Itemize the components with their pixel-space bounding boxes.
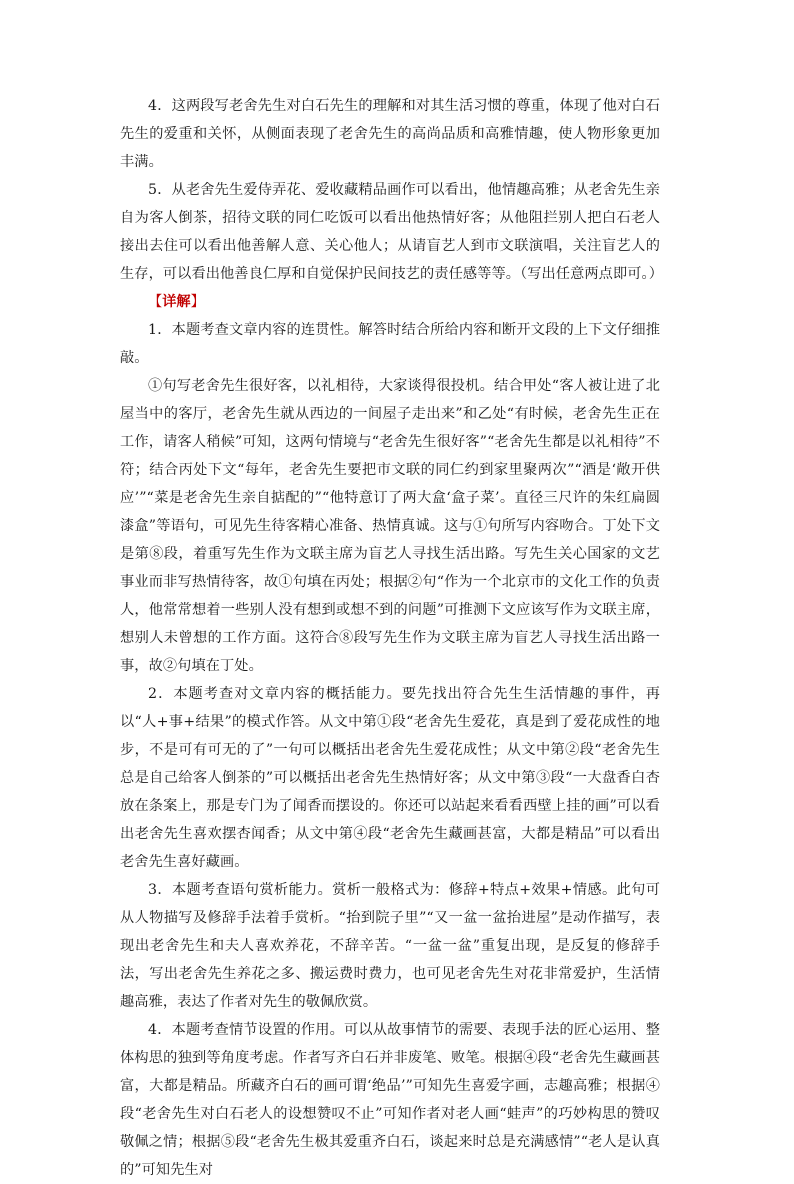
section-heading [120,288,660,316]
explanation-1: 1．本题考查文章内容的连贯性。解答时结合所给内容和断开文段的上下文仔细推敲。 [120,322,660,366]
heading-bracket-close: 】 [190,294,205,310]
answer-5: 5．从老舍先生爱侍弄花、爱收藏精品画作可以看出，他情趣高雅；从老舍先生亲自为客人倒茶，招待文联的同仁吃饭可以看出他热情好客；从他阻拦别人把白石老人接出去住可以看出他善解人意、关心他人；从请盲艺人到市文联演唱，关注盲艺人的生存，可以看出他善良仁厚和自觉保护民间技艺的责任感等等。（写出任意两点即可。） [120,182,664,282]
explanation-3: 3．本题考查语句赏析能力。赏析一般格式为：修辞+特点+效果+情感。此句可从人物描写及修辞手法着手赏析。“抬到院子里”“又一盆一盆抬进屋”是动作描写，表现出老舍先生和夫人喜欢养花，不辞辛苦。“一盆一盆”重复出现，是反复的修辞手法，写出老舍先生养花之多、搬运费时费力，也可见老舍先生对花非常爱护，生活情趣高雅，表达了作者对先生的敬佩欣赏。 [120,882,660,1010]
explanation-4: 4．本题考查情节设置的作用。可以从故事情节的需要、表现手法的匠心运用、整体构思的独到等角度考虑。作者写齐白石并非废笔、败笔。根据④段“老舍先生藏画甚富，大都是精品。所藏齐白石的画可谓‘绝品’”可知先生喜爱字画，志趣高雅；根据④段“老舍先生对白石老人的设想赞叹不止”可知作者对老人画“蛙声”的巧妙构思的赞叹敬佩之情；根据⑤段“老舍先生极其爱重齐白石，谈起来时总是充满感情”“老人是认真的”可知先生对 [120,1022,660,1178]
answer-4: 4．这两段写老舍先生对白石先生的理解和对其生活习惯的尊重，体现了他对白石先生的爱重和关怀，从侧面表现了老舍先生的高尚品质和高雅情趣，使人物形象更加丰满。 [120,98,660,170]
heading-bracket-open: 【 [148,294,163,310]
explanation-1-detail: ①句写老舍先生很好客，以礼相待，大家谈得很投机。结合甲处“客人被让进了北屋当中的客厅，老舍先生就从西边的一间屋子走出来”和乙处“有时候，老舍先生正在工作，请客人稍候”可知，这两句情境与“老舍先生很好客”“老舍先生都是以礼相待”不符；结合丙处下文“每年，老舍先生要把市文联的同仁约到家里聚两次”“酒是‘敞开供应’”“菜是老舍先生亲自掂配的”“他特意订了两大盒‘盒子菜’。直径三尺许的朱红扁圆漆盒”等语句，可见先生待客精心准备、热情真诚。这与①句所写内容吻合。丁处下文是第⑧段，着重写先生作为文联主席为盲艺人寻找生活出路。写先生关心国家的文艺事业而非写热情待客，故①句填在丙处；根据②句“作为一个北京市的文化工作的负责人，他常常想着一些别人没有想到或想不到的问题”可推测下文应该写作为文联主席，想别人未曾想的工作方面。这符合⑧段写先生作为文联主席为盲艺人寻找生活出路一事，故②句填在丁处。 [120,378,660,674]
explanation-2: 2．本题考查对文章内容的概括能力。要先找出符合先生生活情趣的事件，再以“人+事+结果”的模式作答。从文中第①段“老舍先生爱花，真是到了爱花成性的地步，不是可有可无的了”一句可以概括出老舍先生爱花成性；从文中第②段“老舍先生总是自己给客人倒茶的”可以概括出老舍先生热情好客；从文中第③段“一大盘香白杏放在条案上，那是专门为了闻香而摆设的。你还可以站起来看看西壁上挂的画”可以看出老舍先生喜欢摆杏闻香；从文中第④段“老舍先生藏画甚富，大都是精品”可以看出老舍先生喜好藏画。 [120,686,660,870]
document-page [120,92,664,1184]
heading-label: 详解 [162,294,191,310]
